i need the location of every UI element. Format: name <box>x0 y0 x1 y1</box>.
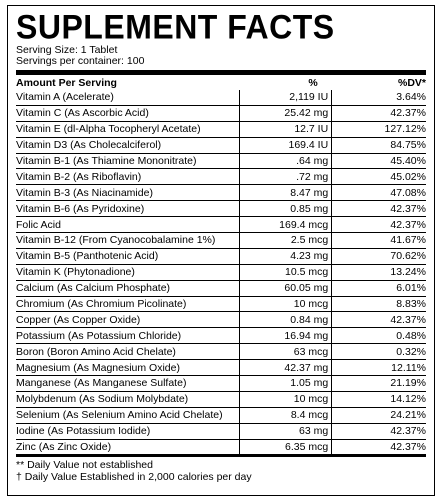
nutrient-dv: 70.62% <box>332 248 426 264</box>
nutrient-dv: 8.83% <box>332 296 426 312</box>
nutrient-name: Folic Acid <box>16 217 239 233</box>
table-row <box>16 248 426 264</box>
nutrient-dv: 12.11% <box>332 360 426 376</box>
nutrient-amount: .72 mg <box>239 169 331 185</box>
footnote-daily-value-2000-calories: † Daily Value Established in 2,000 calories per day <box>16 471 252 484</box>
nutrient-dv: 42.37% <box>332 423 426 439</box>
table-row <box>16 264 426 280</box>
nutrient-dv: 42.37% <box>332 439 426 455</box>
nutrient-amount: 1.05 mg <box>239 376 331 392</box>
nutrient-dv: 127.12% <box>332 121 426 137</box>
nutrient-dv: 13.24% <box>332 264 426 280</box>
nutrient-amount: 12.7 IU <box>239 121 331 137</box>
table-row <box>16 439 426 455</box>
nutrient-dv: 41.67% <box>332 233 426 249</box>
nutrient-name: Copper (As Copper Oxide) <box>16 312 239 328</box>
nutrient-name: Vitamin B-2 (As Riboflavin) <box>16 169 239 185</box>
nutrient-amount: 10 mcg <box>239 391 331 407</box>
header-amount-per-serving: Amount Per Serving <box>16 76 117 89</box>
nutrient-amount: .64 mg <box>239 153 331 169</box>
table-row <box>16 407 426 423</box>
table-row <box>16 376 426 392</box>
nutrient-name: Vitamin B-6 (As Pyridoxine) <box>16 201 239 217</box>
nutrient-name: Boron (Boron Amino Acid Chelate) <box>16 344 239 360</box>
nutrient-name: Zinc (As Zinc Oxide) <box>16 439 239 455</box>
nutrient-amount: 63 mg <box>239 423 331 439</box>
nutrient-amount: 10 mcg <box>239 296 331 312</box>
nutrient-name: Calcium (As Calcium Phosphate) <box>16 280 239 296</box>
nutrient-amount: 10.5 mcg <box>239 264 331 280</box>
nutrient-amount: 63 mcg <box>239 344 331 360</box>
nutrient-amount: 4.23 mg <box>239 248 331 264</box>
table-row <box>16 328 426 344</box>
table-row <box>16 423 426 439</box>
nutrient-dv: 21.19% <box>332 376 426 392</box>
nutrient-dv: 42.37% <box>332 217 426 233</box>
nutrient-dv: 24.21% <box>332 407 426 423</box>
nutrient-amount: 0.84 mg <box>239 312 331 328</box>
nutrient-name: Molybdenum (As Sodium Molybdate) <box>16 391 239 407</box>
table-header-row <box>16 75 426 90</box>
servings-per-container: Servings per container: 100 <box>16 55 145 67</box>
nutrient-dv: 14.12% <box>332 391 426 407</box>
nutrient-dv: 42.37% <box>332 105 426 121</box>
nutrient-dv: 42.37% <box>332 201 426 217</box>
nutrient-amount: 8.47 mg <box>239 185 331 201</box>
header-pct: % <box>308 76 318 89</box>
nutrient-amount: 2,119 IU <box>239 90 331 105</box>
supplement-facts-panel <box>7 5 435 496</box>
table-row <box>16 90 426 105</box>
nutrient-dv: 45.02% <box>332 169 426 185</box>
table-row <box>16 280 426 296</box>
nutrient-name: Vitamin B-3 (As Niacinamide) <box>16 185 239 201</box>
nutrient-name: Vitamin K (Phytonadione) <box>16 264 239 280</box>
table-row <box>16 201 426 217</box>
table-row <box>16 153 426 169</box>
table-row <box>16 137 426 153</box>
nutrient-name: Vitamin B-1 (As Thiamine Mononitrate) <box>16 153 239 169</box>
nutrient-amount: 60.05 mg <box>239 280 331 296</box>
nutrient-dv: 45.40% <box>332 153 426 169</box>
nutrient-dv: 0.32% <box>332 344 426 360</box>
nutrient-name: Selenium (As Selenium Amino Acid Chelate) <box>16 407 239 423</box>
footnotes <box>16 454 426 483</box>
table-row <box>16 391 426 407</box>
nutrient-amount: 8.4 mcg <box>239 407 331 423</box>
nutrient-dv: 0.48% <box>332 328 426 344</box>
footnote-daily-value-not-established: ** Daily Value not established <box>16 459 153 472</box>
table-row <box>16 312 426 328</box>
table-row <box>16 121 426 137</box>
header-dv: %DV* <box>397 76 426 89</box>
nutrient-amount: 16.94 mg <box>239 328 331 344</box>
table-row <box>16 105 426 121</box>
table-row <box>16 296 426 312</box>
nutrient-amount: 6.35 mcg <box>239 439 331 455</box>
nutrient-name: Vitamin E (dl-Alpha Tocopheryl Acetate) <box>16 121 239 137</box>
nutrient-name: Potassium (As Potassium Chloride) <box>16 328 239 344</box>
nutrient-dv: 84.75% <box>332 137 426 153</box>
nutrient-name: Vitamin D3 (As Cholecalciferol) <box>16 137 239 153</box>
table-row <box>16 360 426 376</box>
nutrient-amount: 169.4 IU <box>239 137 331 153</box>
table-row <box>16 217 426 233</box>
nutrient-name: Vitamin B-5 (Panthotenic Acid) <box>16 248 239 264</box>
nutrient-rows <box>16 90 426 455</box>
nutrient-amount: 25.42 mg <box>239 105 331 121</box>
table-row <box>16 233 426 249</box>
nutrient-name: Chromium (As Chromium Picolinate) <box>16 296 239 312</box>
nutrient-table <box>16 75 426 455</box>
nutrient-amount: 42.37 mg <box>239 360 331 376</box>
nutrient-name: Vitamin A (Acelerate) <box>16 90 239 105</box>
nutrient-amount: 2.5 mcg <box>239 233 331 249</box>
table-row <box>16 185 426 201</box>
nutrient-name: Iodine (As Potassium Iodide) <box>16 423 239 439</box>
nutrient-amount: 169.4 mcg <box>239 217 331 233</box>
nutrient-name: Manganese (As Manganese Sulfate) <box>16 376 239 392</box>
serving-size: Serving Size: 1 Tablet <box>16 44 118 56</box>
nutrient-dv: 42.37% <box>332 312 426 328</box>
nutrient-dv: 47.08% <box>332 185 426 201</box>
nutrient-dv: 6.01% <box>332 280 426 296</box>
nutrient-name: Vitamin B-12 (From Cyanocobalamine 1%) <box>16 233 239 249</box>
nutrient-dv: 3.64% <box>332 90 426 105</box>
nutrient-name: Vitamin C (As Ascorbic Acid) <box>16 105 239 121</box>
nutrient-name: Magnesium (As Magnesium Oxide) <box>16 360 239 376</box>
table-row <box>16 169 426 185</box>
panel-title: SUPLEMENT FACTS <box>16 7 335 47</box>
nutrient-amount: 0.85 mg <box>239 201 331 217</box>
table-row <box>16 344 426 360</box>
